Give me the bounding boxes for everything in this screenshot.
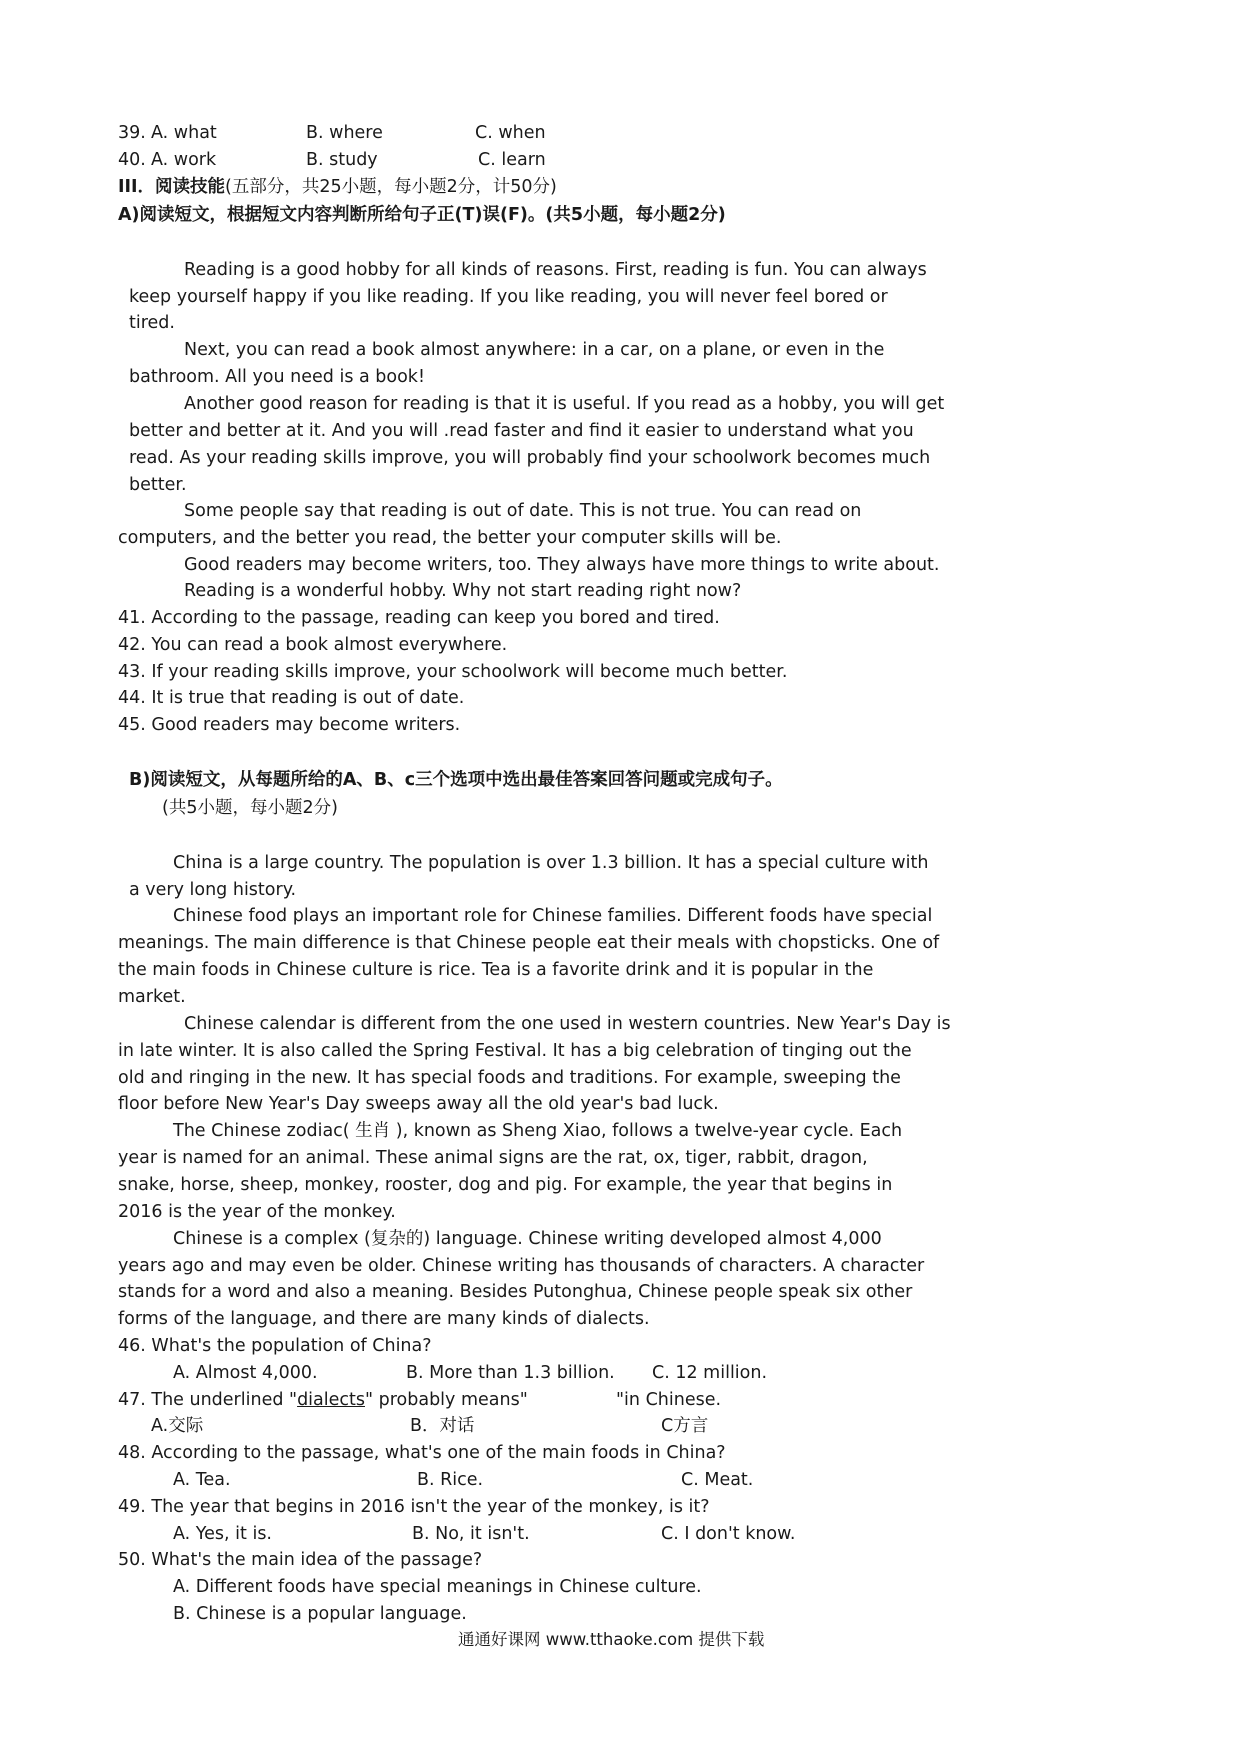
partA-line: Reading is a wonderful hobby. Why not start reading right now?	[184, 581, 742, 601]
q48-option-b: B. Rice.	[417, 1470, 484, 1490]
partB-line: year is named for an animal. These animal signs are the rat, ox, tiger, rabbit, dragon,	[118, 1148, 868, 1168]
q39-number: 39.	[118, 123, 146, 143]
q47-stem-post: " probably means"	[365, 1390, 528, 1410]
section3-title: III．阅读技能	[118, 177, 226, 197]
partB-line: in late winter. It is also called the Spring Festival. It has a big celebration of tinging out the	[118, 1041, 912, 1061]
partA-line: keep yourself happy if you like reading. If you like reading, you will never feel bored or	[129, 287, 888, 307]
question-42: 42. You can read a book almost everywhere.	[118, 635, 508, 655]
section3-heading	[118, 175, 557, 199]
partB-line: stands for a word and also a meaning. Besides Putonghua, Chinese people speak six other	[118, 1282, 913, 1302]
partB-line: years ago and may even be older. Chinese writing has thousands of characters. A character	[118, 1256, 925, 1276]
q47-option-c: C方言	[661, 1416, 709, 1436]
partB-instruction: B)阅读短文，从每题所给的A、B、c三个选项中选出最佳答案回答问题或完成句子。	[129, 770, 783, 790]
partB-line: snake, horse, sheep, monkey, rooster, dog and pig. For example, the year that begins in	[118, 1175, 893, 1195]
q49-option-c: C. I don't know.	[661, 1524, 796, 1544]
question-44: 44. It is true that reading is out of date.	[118, 688, 465, 708]
partB-line: 2016 is the year of the monkey.	[118, 1202, 396, 1222]
question-43: 43. If your reading skills improve, your schoolwork will become much better.	[118, 662, 788, 682]
partA-line: better.	[129, 475, 187, 495]
partA-line: read. As your reading skills improve, you will probably find your schoolwork becomes much	[129, 448, 931, 468]
partB-line: Chinese food plays an important role for Chinese families. Different foods have special	[173, 906, 933, 926]
partA-line: better and better at it. And you will .read faster and find it easier to understand what you	[129, 421, 914, 441]
question-49: 49. The year that begins in 2016 isn't the year of the monkey, is it?	[118, 1497, 710, 1517]
partB-line: Chinese is a complex (复杂的) language. Chinese writing developed almost 4,000	[173, 1229, 882, 1249]
q40-number: 40.	[118, 150, 146, 170]
partB-line: meanings. The main difference is that Chinese people eat their meals with chopsticks. One of	[118, 933, 940, 953]
q50-option-a: A. Different foods have special meanings in Chinese culture.	[173, 1577, 702, 1597]
q39-option-c: C. when	[475, 123, 546, 143]
partA-line: Good readers may become writers, too. They always have more things to write about.	[184, 555, 940, 575]
question-48: 48. According to the passage, what's one of the main foods in China?	[118, 1443, 726, 1463]
q50-option-b: B. Chinese is a popular language.	[173, 1604, 467, 1624]
question-46: 46. What's the population of China?	[118, 1336, 432, 1356]
partB-line: the main foods in Chinese culture is rice. Tea is a favorite drink and it is popular in the	[118, 960, 874, 980]
q40-option-c: C. learn	[478, 150, 546, 170]
q40-option-b: B. study	[306, 150, 378, 170]
q46-option-c: C. 12 million.	[652, 1363, 768, 1383]
partB-line: The Chinese zodiac( 生肖 ), known as Sheng Xiao, follows a twelve-year cycle. Each	[173, 1121, 903, 1141]
partA-line: tired.	[129, 313, 175, 333]
q39-option-b: B. where	[306, 123, 383, 143]
q47-stem-pre: 47. The underlined "	[118, 1390, 298, 1410]
q46-option-a: A. Almost 4,000.	[173, 1363, 318, 1383]
partA-line: Some people say that reading is out of date. This is not true. You can read on	[184, 501, 862, 521]
q47-underlined-word: dialects	[297, 1390, 365, 1410]
q47-option-a: A.交际	[151, 1416, 204, 1436]
q48-option-a: A. Tea.	[173, 1470, 231, 1490]
section3-note: (五部分，共25小题，每小题2分，计50分)	[225, 177, 557, 197]
question-45: 45. Good readers may become writers.	[118, 715, 461, 735]
q40-option-a: A. work	[151, 150, 217, 170]
question-50: 50. What's the main idea of the passage?	[118, 1550, 483, 1570]
partB-line: floor before New Year's Day sweeps away all the old year's bad luck.	[118, 1094, 719, 1114]
q48-option-c: C. Meat.	[681, 1470, 754, 1490]
partA-line: Next, you can read a book almost anywhere: in a car, on a plane, or even in the	[184, 340, 885, 360]
q49-option-b: B. No, it isn't.	[412, 1524, 530, 1544]
q49-option-a: A. Yes, it is.	[173, 1524, 272, 1544]
partB-line: a very long history.	[129, 880, 297, 900]
partB-line: forms of the language, and there are many kinds of dialects.	[118, 1309, 650, 1329]
partA-line: Another good reason for reading is that it is useful. If you read as a hobby, you will get	[184, 394, 945, 414]
q39-option-a: A. what	[151, 123, 217, 143]
partA-line: Reading is a good hobby for all kinds of reasons. First, reading is fun. You can always	[184, 260, 927, 280]
partB-line: old and ringing in the new. It has special foods and traditions. For example, sweeping the	[118, 1068, 901, 1088]
q47-stem-end: "in Chinese.	[616, 1390, 722, 1410]
partA-line: computers, and the better you read, the better your computer skills will be.	[118, 528, 782, 548]
question-41: 41. According to the passage, reading can keep you bored and tired.	[118, 608, 720, 628]
partB-line: Chinese calendar is different from the one used in western countries. New Year's Day is	[184, 1014, 951, 1034]
partA-line: bathroom. All you need is a book!	[129, 367, 425, 387]
partA-instruction: A)阅读短文，根据短文内容判断所给句子正(T)误(F)。(共5小题，每小题2分)	[118, 205, 726, 225]
partB-instruction-note: (共5小题，每小题2分)	[162, 798, 338, 818]
q47-option-b: B．对话	[410, 1416, 475, 1436]
partB-line: market.	[118, 987, 186, 1007]
question-47	[118, 1388, 528, 1412]
q46-option-b: B. More than 1.3 billion.	[406, 1363, 615, 1383]
partB-line: China is a large country. The population is over 1.3 billion. It has a special culture with	[173, 853, 929, 873]
page-footer: 通通好课网 www.tthaoke.com 提供下载	[458, 1630, 765, 1649]
